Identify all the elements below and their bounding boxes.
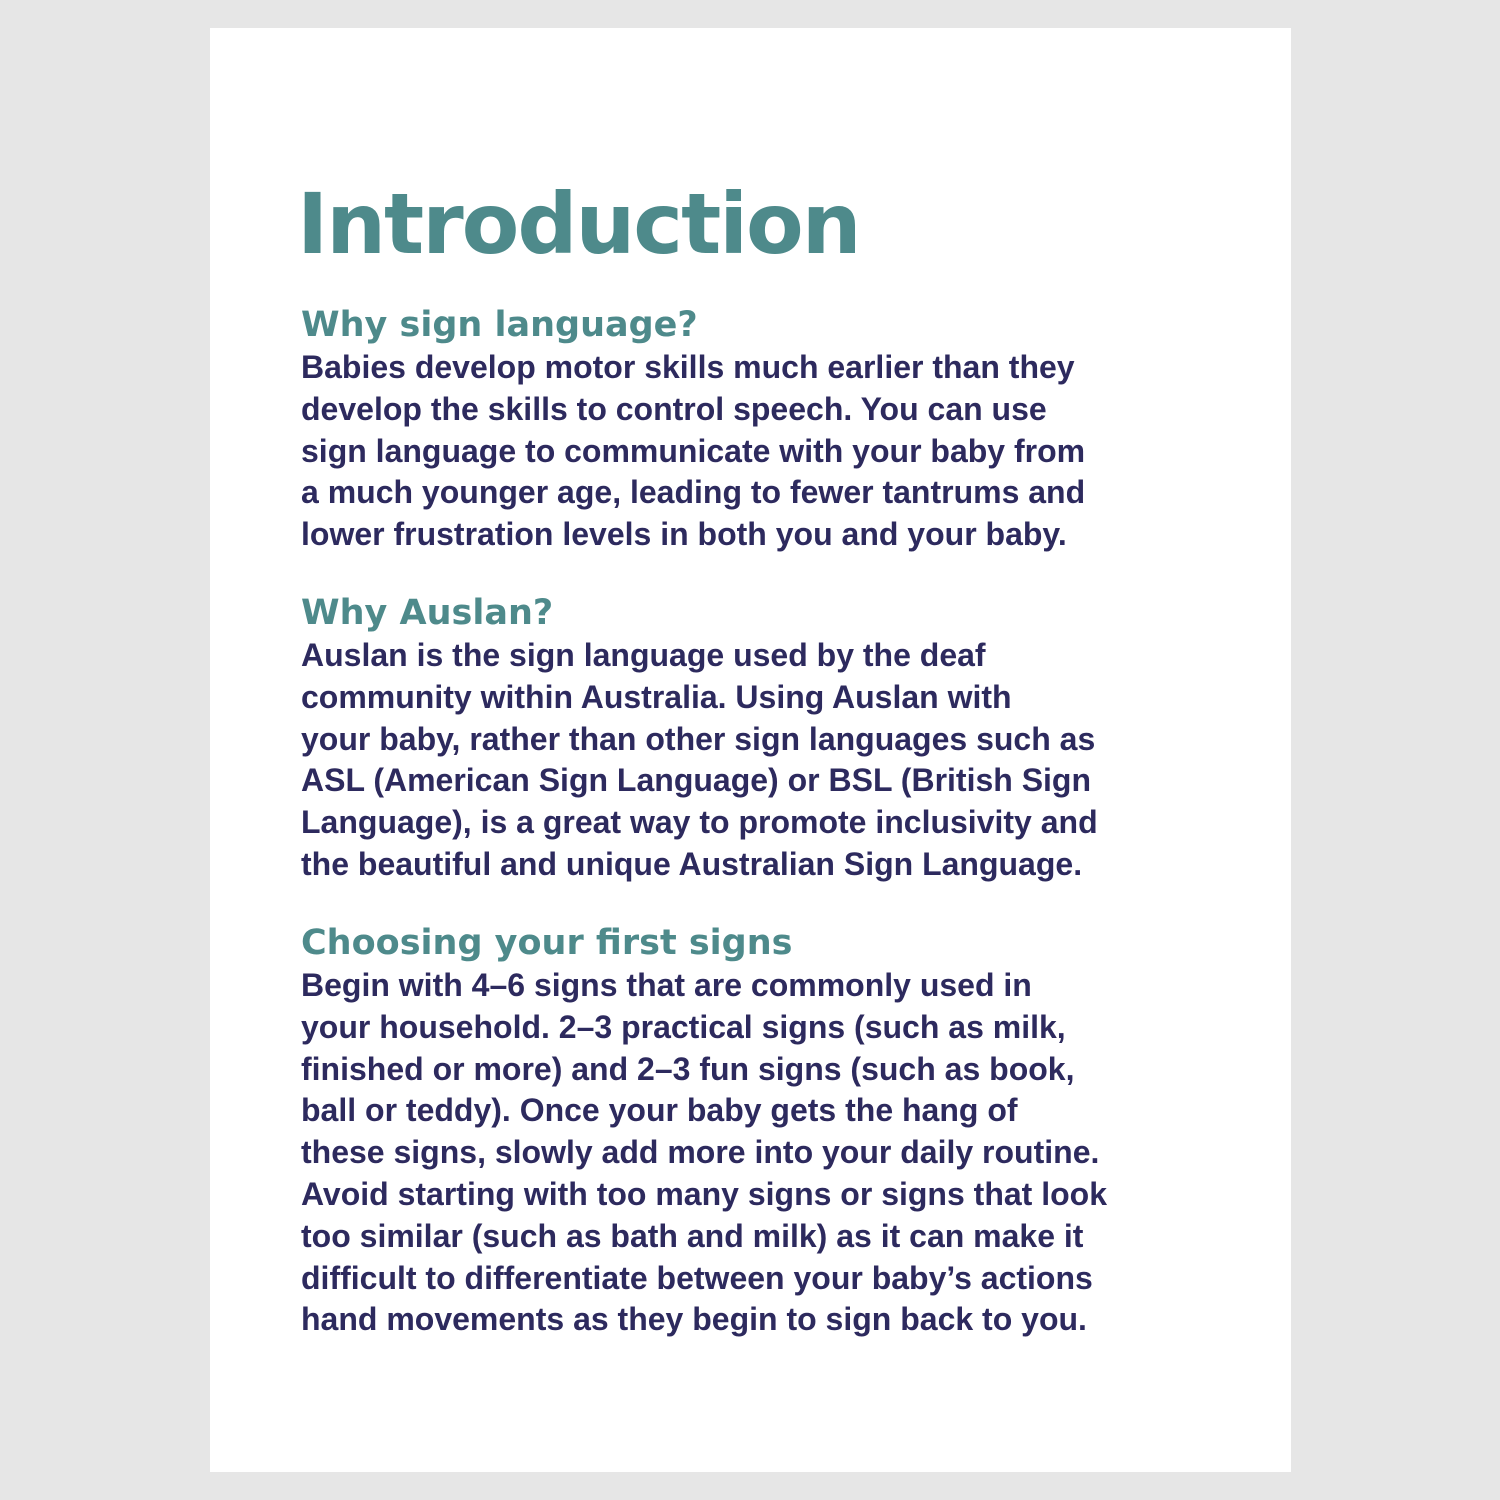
body-line: ball or teddy). Once your baby gets the hang of bbox=[301, 1092, 1018, 1129]
body-line: these signs, slowly add more into your daily routine. bbox=[301, 1134, 1100, 1171]
body-line: Begin with 4–6 signs that are commonly used in bbox=[301, 967, 1032, 1003]
section-why-sign-language bbox=[301, 303, 1201, 556]
body-line: finished or more) and 2–3 fun signs (such as book, bbox=[301, 1050, 1075, 1087]
body-line: your household. 2–3 practical signs (such as milk, bbox=[301, 1008, 1066, 1045]
section-heading: Why sign language? bbox=[301, 305, 698, 345]
body-line: Babies develop motor skills much earlier than they bbox=[301, 349, 1075, 385]
section-heading: Why Auslan? bbox=[301, 593, 554, 633]
section-body bbox=[301, 347, 1201, 556]
document-page bbox=[210, 28, 1291, 1472]
body-line: Auslan is the sign language used by the deaf bbox=[301, 637, 986, 673]
section-choosing-first-signs bbox=[301, 921, 1201, 1341]
body-line: too similar (such as bath and milk) as it can make it bbox=[301, 1217, 1084, 1254]
section-body bbox=[301, 635, 1201, 886]
body-line: the beautiful and unique Australian Sign Language. bbox=[301, 845, 1083, 882]
body-line: your baby, rather than other sign languages such as bbox=[301, 720, 1096, 757]
section-body bbox=[301, 965, 1201, 1341]
body-line: develop the skills to control speech. You can use bbox=[301, 390, 1047, 427]
body-line: a much younger age, leading to fewer tantrums and bbox=[301, 474, 1086, 511]
section-heading: Choosing your first signs bbox=[301, 923, 793, 963]
body-line: sign language to communicate with your baby from bbox=[301, 432, 1086, 469]
page-title: Introduction bbox=[297, 175, 860, 273]
section-why-auslan bbox=[301, 591, 1201, 886]
body-line: ASL (American Sign Language) or BSL (British Sign bbox=[301, 762, 1092, 799]
body-line: Language), is a great way to promote inclusivity and bbox=[301, 804, 1098, 841]
body-line: difficult to differentiate between your baby’s actions bbox=[301, 1259, 1093, 1296]
body-line: community within Australia. Using Auslan with bbox=[301, 678, 1012, 715]
body-line: Avoid starting with too many signs or signs that look bbox=[301, 1175, 1107, 1212]
body-line: lower frustration levels in both you and your baby. bbox=[301, 516, 1067, 553]
body-line: hand movements as they begin to sign back to you. bbox=[301, 1301, 1087, 1338]
